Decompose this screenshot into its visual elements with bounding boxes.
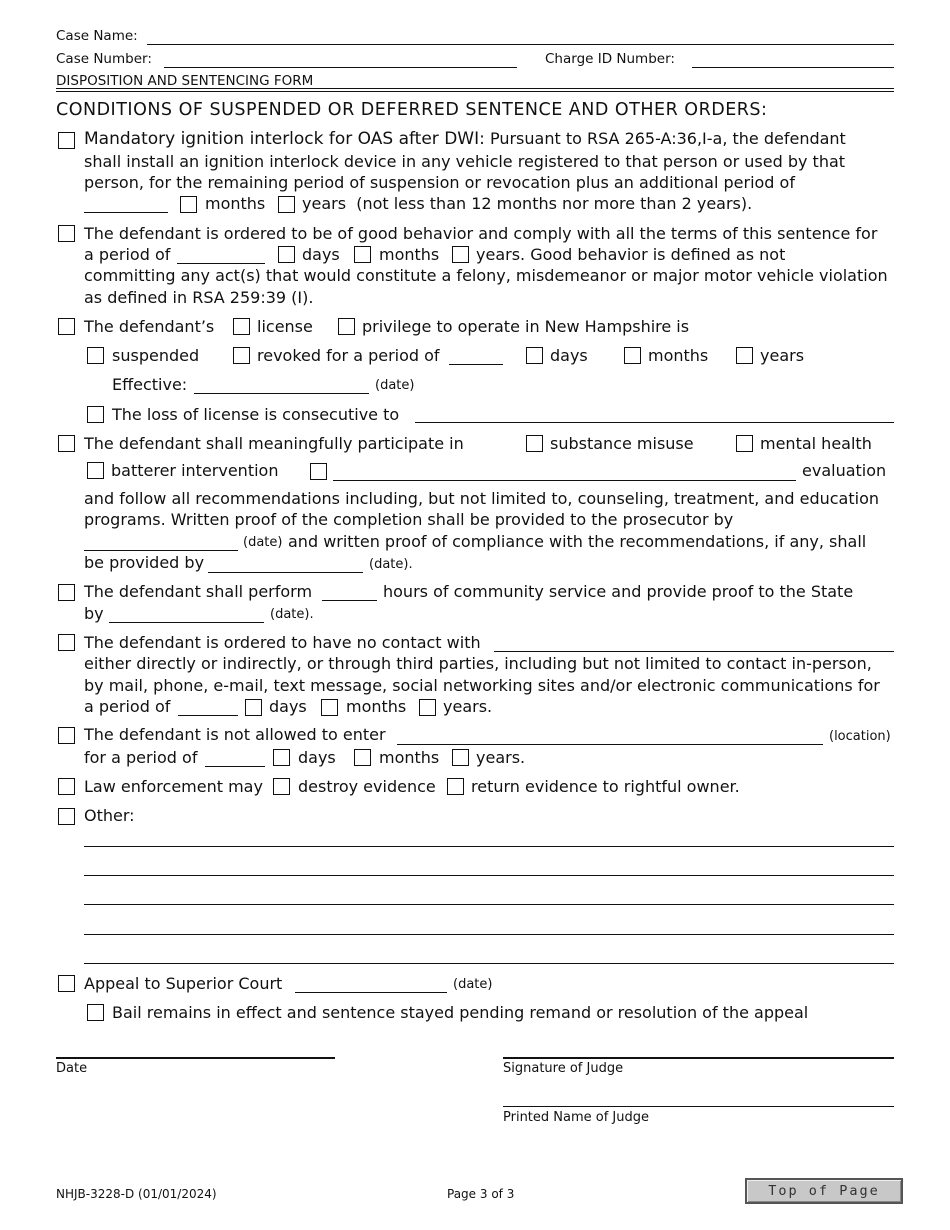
case-number-label: Case Number: bbox=[56, 51, 152, 67]
good-behavior-line1: The defendant is ordered to be of good behavior and comply with all the terms of this sentence for bbox=[84, 224, 878, 243]
not-enter-checkbox[interactable] bbox=[58, 727, 75, 744]
no-contact-months-label: months bbox=[346, 697, 407, 716]
interlock-checkbox[interactable] bbox=[58, 132, 75, 149]
interlock-years-label bbox=[302, 194, 752, 213]
participate-line3: and follow all recommendations including, but not limited to, counseling, treatment, and education bbox=[84, 489, 880, 508]
destroy-evidence-label: destroy evidence bbox=[298, 777, 436, 796]
not-enter-years-checkbox[interactable] bbox=[452, 749, 469, 766]
license-checkbox[interactable] bbox=[58, 318, 75, 335]
license-license-label: license bbox=[257, 317, 313, 336]
license-suspended-label: suspended bbox=[112, 346, 200, 365]
license-revoked-label: revoked for a period of bbox=[257, 346, 440, 365]
community-checkbox[interactable] bbox=[58, 584, 75, 601]
case-name-label: Case Name: bbox=[56, 28, 138, 44]
participate-proof-date-field[interactable] bbox=[84, 550, 238, 551]
license-years-checkbox[interactable] bbox=[736, 347, 753, 364]
license-defendants-label: The defendant’s bbox=[84, 317, 215, 336]
other-line-3[interactable] bbox=[84, 904, 894, 905]
interlock-line1-rest: Pursuant to RSA 265-A:36,I-a, the defendant bbox=[484, 129, 846, 148]
other-line-1[interactable] bbox=[84, 846, 894, 847]
community-hours-field[interactable] bbox=[322, 600, 377, 601]
date-signature-line[interactable] bbox=[56, 1057, 335, 1059]
no-contact-line3: by mail, phone, e-mail, text message, social networking sites and/or electronic communications for bbox=[84, 676, 880, 695]
return-evidence-label: return evidence to rightful owner. bbox=[471, 777, 740, 796]
page-number: Page 3 of 3 bbox=[447, 1187, 515, 1201]
participate-checkbox[interactable] bbox=[58, 435, 75, 452]
return-evidence-checkbox[interactable] bbox=[447, 778, 464, 795]
participate-compliance-date-field[interactable] bbox=[208, 572, 363, 573]
no-contact-days-checkbox[interactable] bbox=[245, 699, 262, 716]
license-privilege-checkbox[interactable] bbox=[338, 318, 355, 335]
other-line-5[interactable] bbox=[84, 963, 894, 964]
license-effective-field[interactable] bbox=[194, 393, 369, 394]
not-enter-intro: The defendant is not allowed to enter bbox=[84, 725, 386, 744]
interlock-months-label: months bbox=[205, 194, 266, 213]
good-behavior-years-label: years. Good behavior is defined as not bbox=[476, 245, 786, 264]
interlock-years-checkbox[interactable] bbox=[278, 196, 295, 213]
license-effective-date-hint: (date) bbox=[375, 378, 415, 393]
no-contact-intro: The defendant is ordered to have no contact with bbox=[84, 633, 481, 652]
no-contact-period-field[interactable] bbox=[178, 715, 238, 716]
license-consecutive-label: The loss of license is consecutive to bbox=[112, 405, 400, 424]
community-rest: hours of community service and provide proof to the State bbox=[383, 582, 854, 601]
interlock-years-text: years bbox=[302, 194, 347, 213]
appeal-date-hint: (date) bbox=[453, 977, 493, 992]
no-contact-line2: either directly or indirectly, or through third parties, including but not limited to contact in-person, bbox=[84, 654, 872, 673]
not-enter-location-hint: (location) bbox=[829, 729, 891, 744]
batterer-label: batterer intervention bbox=[111, 461, 279, 480]
header-divider bbox=[56, 88, 894, 89]
not-enter-years-label: years. bbox=[476, 748, 526, 767]
good-behavior-months-label: months bbox=[379, 245, 440, 264]
interlock-line1 bbox=[84, 129, 846, 149]
case-name-field[interactable] bbox=[147, 44, 894, 45]
interlock-range-text: (not less than 12 months nor more than 2 years). bbox=[356, 194, 753, 213]
not-enter-days-checkbox[interactable] bbox=[273, 749, 290, 766]
interlock-line2: shall install an ignition interlock device in any vehicle registered to that person or used by that bbox=[84, 152, 846, 171]
good-behavior-period-label: a period of bbox=[84, 245, 171, 264]
participate-date-hint: (date) bbox=[243, 535, 283, 550]
participate-date-hint-2: (date). bbox=[369, 557, 413, 572]
judge-name-line[interactable] bbox=[503, 1106, 894, 1107]
interlock-months-checkbox[interactable] bbox=[180, 196, 197, 213]
interlock-heading: Mandatory ignition interlock for OAS after DWI: bbox=[84, 129, 485, 149]
not-enter-months-checkbox[interactable] bbox=[354, 749, 371, 766]
good-behavior-years-checkbox[interactable] bbox=[452, 246, 469, 263]
form-title: DISPOSITION AND SENTENCING FORM bbox=[56, 73, 314, 89]
license-revoked-checkbox[interactable] bbox=[233, 347, 250, 364]
license-years-label: years bbox=[760, 346, 805, 365]
not-enter-period-field[interactable] bbox=[205, 766, 265, 767]
bail-label: Bail remains in effect and sentence stayed pending remand or resolution of the appeal bbox=[112, 1003, 809, 1022]
license-suspended-checkbox[interactable] bbox=[87, 347, 104, 364]
participate-intro: The defendant shall meaningfully participate in bbox=[84, 434, 464, 453]
form-id: NHJB-3228-D (01/01/2024) bbox=[56, 1187, 217, 1201]
no-contact-checkbox[interactable] bbox=[58, 634, 75, 651]
appeal-label: Appeal to Superior Court bbox=[84, 974, 283, 993]
good-behavior-line4: as defined in RSA 259:39 (I). bbox=[84, 288, 314, 307]
good-behavior-days-label: days bbox=[302, 245, 340, 264]
batterer-checkbox[interactable] bbox=[87, 462, 104, 479]
case-number-field[interactable] bbox=[164, 67, 517, 68]
good-behavior-months-checkbox[interactable] bbox=[354, 246, 371, 263]
license-consecutive-field[interactable] bbox=[415, 422, 894, 423]
not-enter-location-field[interactable] bbox=[397, 744, 823, 745]
license-consecutive-checkbox[interactable] bbox=[87, 406, 104, 423]
not-enter-months-label: months bbox=[379, 748, 440, 767]
other-label: Other: bbox=[84, 806, 135, 825]
not-enter-period-label: for a period of bbox=[84, 748, 198, 767]
interlock-line3: person, for the remaining period of suspension or revocation plus an additional period of bbox=[84, 173, 795, 192]
destroy-evidence-checkbox[interactable] bbox=[273, 778, 290, 795]
other-evaluation-checkbox[interactable] bbox=[310, 463, 327, 480]
not-enter-days-label: days bbox=[298, 748, 336, 767]
judge-signature-line[interactable] bbox=[503, 1057, 894, 1059]
license-license-checkbox[interactable] bbox=[233, 318, 250, 335]
community-intro: The defendant shall perform bbox=[84, 582, 313, 601]
interlock-period-field[interactable] bbox=[84, 212, 168, 213]
substance-misuse-checkbox[interactable] bbox=[526, 435, 543, 452]
participate-be-provided: be provided by bbox=[84, 553, 205, 572]
mental-health-label: mental health bbox=[760, 434, 872, 453]
license-effective-label: Effective: bbox=[112, 375, 188, 394]
no-contact-years-label: years. bbox=[443, 697, 493, 716]
appeal-date-field[interactable] bbox=[295, 992, 447, 993]
license-months-checkbox[interactable] bbox=[624, 347, 641, 364]
substance-misuse-label: substance misuse bbox=[550, 434, 694, 453]
good-behavior-checkbox[interactable] bbox=[58, 225, 75, 242]
top-of-page-button[interactable]: Top of Page bbox=[745, 1178, 903, 1204]
charge-id-field[interactable] bbox=[692, 67, 894, 68]
section-title: CONDITIONS OF SUSPENDED OR DEFERRED SENTENCE AND OTHER ORDERS: bbox=[56, 100, 768, 120]
judge-name-label: Printed Name of Judge bbox=[503, 1110, 650, 1125]
law-checkbox[interactable] bbox=[58, 778, 75, 795]
no-contact-name-field[interactable] bbox=[494, 651, 894, 652]
judge-signature-label: Signature of Judge bbox=[503, 1061, 624, 1076]
other-checkbox[interactable] bbox=[58, 808, 75, 825]
good-behavior-period-field[interactable] bbox=[177, 263, 265, 264]
no-contact-years-checkbox[interactable] bbox=[419, 699, 436, 716]
header-divider-2 bbox=[56, 91, 894, 92]
community-date-hint: (date). bbox=[270, 607, 314, 622]
participate-line4: programs. Written proof of the completion shall be provided to the prosecutor by bbox=[84, 510, 734, 529]
date-signature-label: Date bbox=[56, 1061, 88, 1076]
community-date-field[interactable] bbox=[109, 622, 264, 623]
no-contact-days-label: days bbox=[269, 697, 307, 716]
good-behavior-days-checkbox[interactable] bbox=[278, 246, 295, 263]
license-privilege-label: privilege to operate in New Hampshire is bbox=[362, 317, 690, 336]
other-line-2[interactable] bbox=[84, 875, 894, 876]
other-evaluation-field[interactable] bbox=[333, 480, 796, 481]
license-days-checkbox[interactable] bbox=[526, 347, 543, 364]
no-contact-period-label: a period of bbox=[84, 697, 171, 716]
no-contact-months-checkbox[interactable] bbox=[321, 699, 338, 716]
appeal-checkbox[interactable] bbox=[58, 975, 75, 992]
mental-health-checkbox[interactable] bbox=[736, 435, 753, 452]
bail-checkbox[interactable] bbox=[87, 1004, 104, 1021]
good-behavior-line3: committing any act(s) that would constitute a felony, misdemeanor or major motor vehicle violation bbox=[84, 266, 888, 285]
evaluation-label: evaluation bbox=[802, 461, 887, 480]
license-period-field[interactable] bbox=[449, 364, 503, 365]
other-line-4[interactable] bbox=[84, 934, 894, 935]
license-months-label: months bbox=[648, 346, 709, 365]
participate-line5-rest: and written proof of compliance with the recommendations, if any, shall bbox=[288, 532, 867, 551]
community-by: by bbox=[84, 604, 104, 623]
license-days-label: days bbox=[550, 346, 588, 365]
law-intro: Law enforcement may bbox=[84, 777, 263, 796]
charge-id-label: Charge ID Number: bbox=[545, 51, 675, 67]
